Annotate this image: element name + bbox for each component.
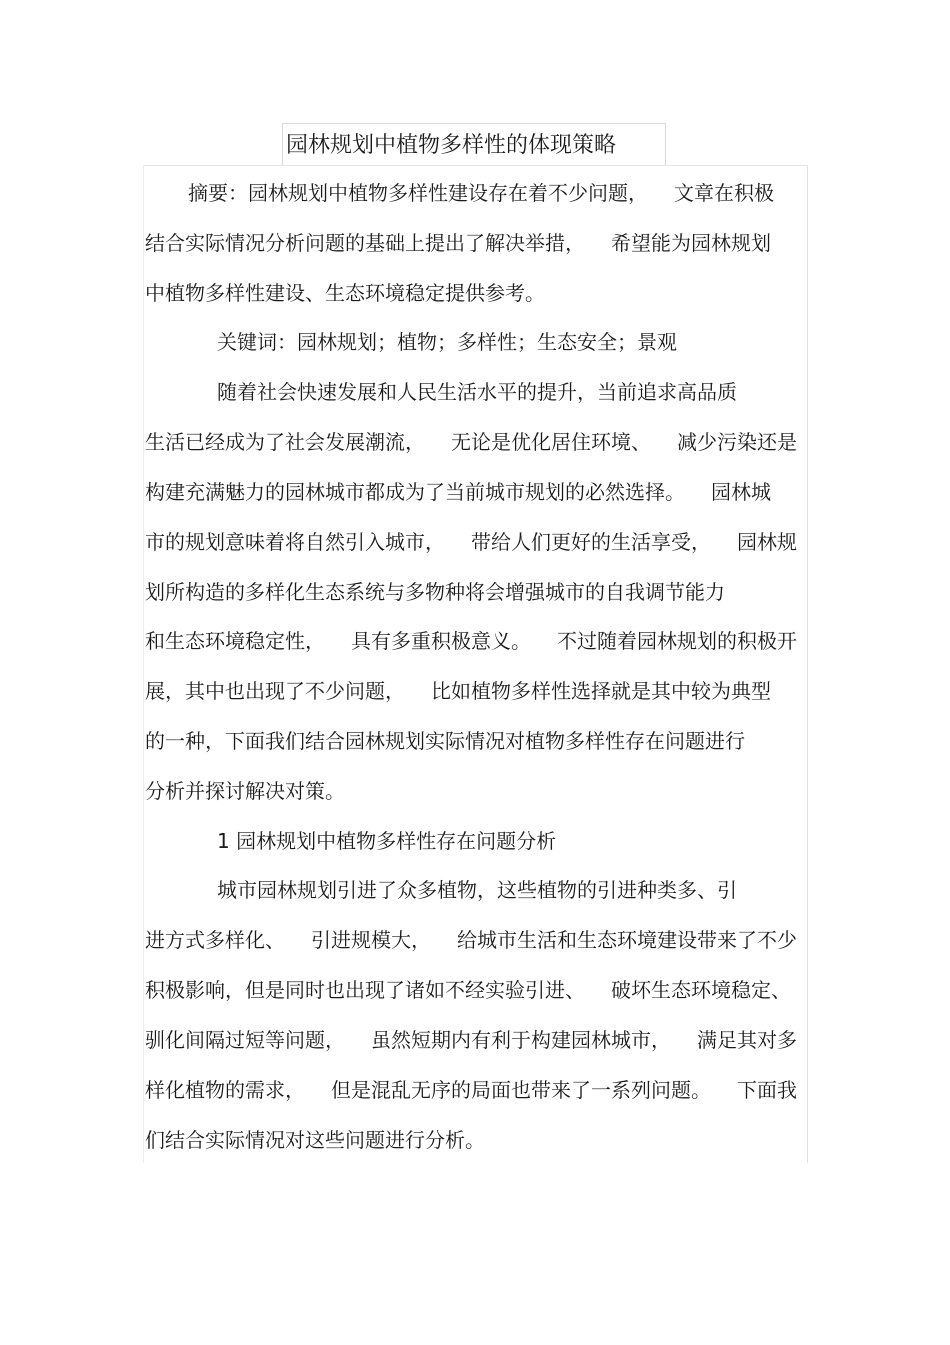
text-segment: 满足其对多	[697, 1028, 797, 1052]
text-segment: 构建充满魅力的园林城市都成为了当前城市规划的必然选择。	[145, 480, 685, 504]
text-segment: 城市园林规划引进了众多植物，这些植物的引进种类多、引	[217, 878, 737, 902]
keywords-line: 关键词：园林规划；植物；多样性；生态安全；景观	[217, 330, 677, 354]
section-line	[217, 876, 737, 904]
intro-line	[145, 578, 725, 606]
text-segment: 进方式多样化、	[145, 928, 285, 952]
abstract-line	[145, 229, 771, 257]
text-segment: 市的规划意味着将自然引入城市，	[145, 530, 445, 554]
intro-line	[145, 777, 345, 805]
abstract-line	[145, 279, 545, 307]
section-line	[145, 926, 797, 954]
text-segment: 破坏生态环境稳定、	[611, 978, 791, 1002]
text-segment: 摘要：园林规划中植物多样性建设存在着不少问题，	[188, 181, 648, 205]
text-segment: 样化植物的需求，	[145, 1078, 305, 1102]
intro-line	[145, 677, 771, 705]
text-segment: 但是混乱无序的局面也带来了一系列问题。	[331, 1078, 711, 1102]
section-line	[145, 1126, 485, 1154]
text-segment: 不过随着园林规划的积极开	[557, 629, 797, 653]
text-segment: 随着社会快速发展和人民生活水平的提升，当前追求高品质	[217, 380, 737, 404]
intro-line	[145, 627, 797, 655]
intro-line	[145, 478, 771, 506]
body-frame	[143, 165, 808, 1163]
text-segment: 生活已经成为了社会发展潮流，	[145, 430, 425, 454]
section-line	[145, 1026, 797, 1054]
text-segment: 给城市生活和生态环境建设带来了不少	[457, 928, 797, 952]
text-segment: 结合实际情况分析问题的基础上提出了解决举措，	[145, 231, 585, 255]
text-segment: 展，其中也出现了不少问题，	[145, 679, 405, 703]
text-segment: 的一种，下面我们结合园林规划实际情况对植物多样性存在问题进行	[145, 729, 745, 753]
text-segment: 比如植物多样性选择就是其中较为典型	[431, 679, 771, 703]
intro-line	[145, 727, 745, 755]
section-heading: 1 园林规划中植物多样性存在问题分析	[217, 829, 557, 853]
text-segment: 划所构造的多样化生态系统与多物种将会增强城市的自我调节能力	[145, 580, 725, 604]
intro-line	[145, 528, 797, 556]
text-segment: 积极影响，但是同时也出现了诸如不经实验引进、	[145, 978, 585, 1002]
text-segment: 中植物多样性建设、生态环境稳定提供参考。	[145, 281, 545, 305]
text-segment: 分析并探讨解决对策。	[145, 779, 345, 803]
text-segment: 下面我	[737, 1078, 797, 1102]
text-segment: 园林城	[711, 480, 771, 504]
text-segment: 和生态环境稳定性，	[145, 629, 325, 653]
text-segment: 文章在积极	[674, 181, 774, 205]
document-title: 园林规划中植物多样性的体现策略	[286, 133, 617, 158]
text-segment: 希望能为园林规划	[611, 231, 771, 255]
text-segment: 带给人们更好的生活享受，	[471, 530, 711, 554]
text-segment: 们结合实际情况对这些问题进行分析。	[145, 1128, 485, 1152]
text-segment: 驯化间隔过短等问题，	[145, 1028, 345, 1052]
abstract-line	[188, 179, 774, 207]
text-segment: 减少污染还是	[677, 430, 797, 454]
text-segment: 引进规模大，	[311, 928, 431, 952]
section-line	[145, 1076, 797, 1104]
intro-line	[217, 378, 737, 406]
section-line	[145, 976, 791, 1004]
text-segment: 具有多重积极意义。	[351, 629, 531, 653]
text-segment: 无论是优化居住环境、	[451, 430, 651, 454]
text-segment: 园林规	[737, 530, 797, 554]
intro-line	[145, 428, 797, 456]
text-segment: 虽然短期内有利于构建园林城市，	[371, 1028, 671, 1052]
